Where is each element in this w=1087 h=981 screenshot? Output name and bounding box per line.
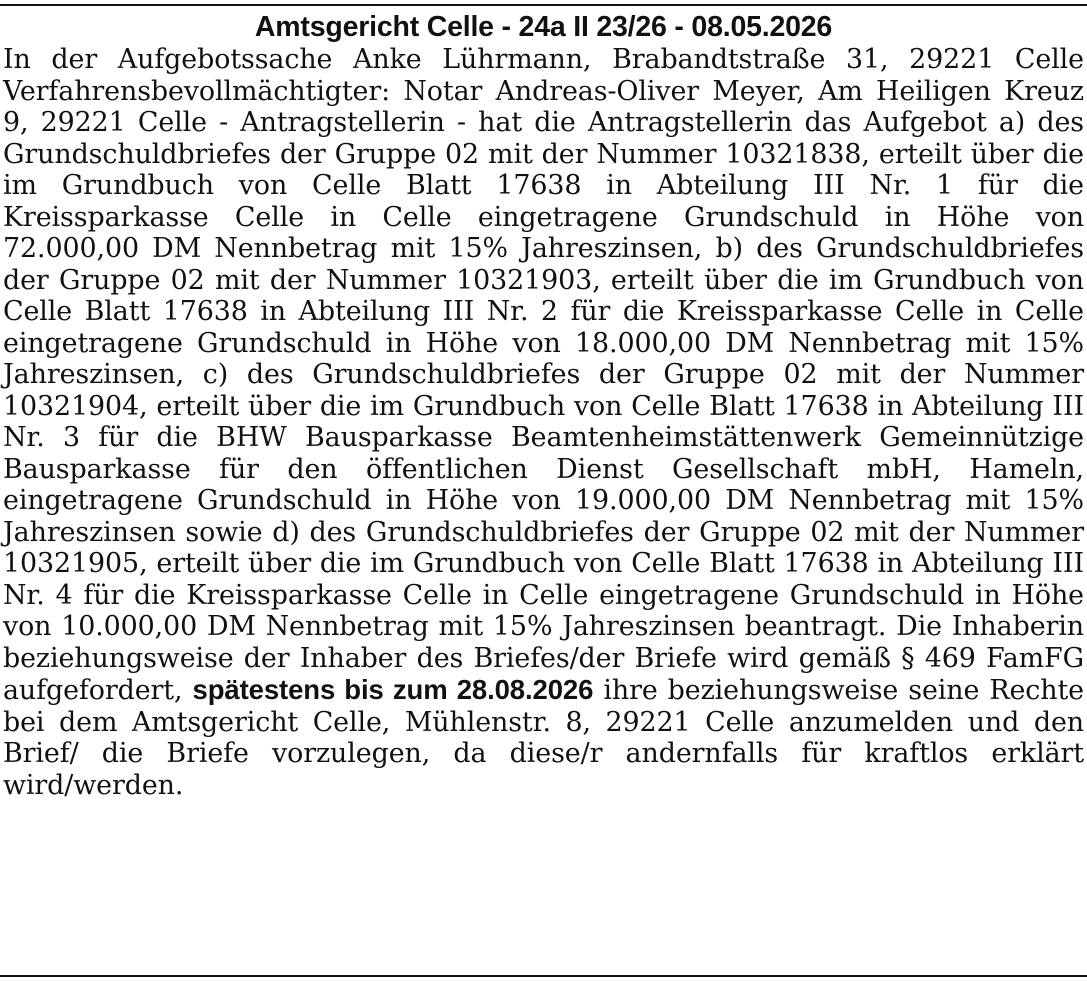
notice-deadline: spätestens bis zum 28.08.2026 xyxy=(192,674,594,705)
notice-body-text-2: ihre beziehungsweise seine Rechte bei dem Amtsgericht Celle, Mühlenstr. 8, 29221 Celle anzumelden und den Brief/ die Briefe vorzulegen, da diese/r andernfalls für kraftlos erklärt wird/werden. xyxy=(3,675,1084,801)
notice-title: Amtsgericht Celle - 24a II 23/26 - 08.05.2026 xyxy=(254,11,833,43)
bottom-rule xyxy=(0,975,1087,977)
notice-body xyxy=(3,44,1084,801)
notice-body-text-1: In der Aufgebotssache Anke Lührmann, Brabandtstraße 31, 29221 Celle Verfahrensbevollmächtigter: Notar Andreas-Oliver Meyer, Am Heiligen Kreuz 9, 29221 Celle - Antragstellerin - hat die Antragstellerin das Aufgebot a) des Grundschuldbriefes der Gruppe 02 mit der Nummer 10321838, erteilt über die im Grundbuch von Celle Blatt 17638 in Abteilung III Nr. 1 für die Kreissparkasse Celle in Celle eingetragene Grundschuld in Höhe von 72.000,00 DM Nennbetrag mit 15% Jahreszinsen, b) des Grundschuldbriefes der Gruppe 02 mit der Nummer 10321903, erteilt über die im Grundbuch von Celle Blatt 17638 in Abteilung III Nr. 2 für die Kreissparkasse Celle in Celle eingetragene Grundschuld in Höhe von 18.000,00 DM Nennbetrag mit 15% Jahreszinsen, c) des Grundschuldbriefes der Gruppe 02 mit der Nummer 10321904, erteilt über die im Grundbuch von Celle Blatt 17638 in Abteilung III Nr. 3 für die BHW Bausparkasse Beamtenheimstättenwerk Gemeinnützige Bausparkasse für den öffentlichen Dienst Gesellschaft mbH, Hameln, eingetragene Grundschuld in Höhe von 19.000,00 DM Nennbetrag mit 15% Jahreszinsen sowie d) des Grundschuldbriefes der Gruppe 02 mit der Nummer 10321905, erteilt über die im Grundbuch von Celle Blatt 17638 in Abteilung III Nr. 4 für die Kreissparkasse Celle in Celle eingetragene Grundschuld in Höhe von 10.000,00 DM Nennbetrag mit 15% Jahreszinsen beantragt. Die Inhaberin beziehungsweise der Inhaber des Briefes/der Briefe wird gemäß § 469 FamFG aufgefordert, xyxy=(3,44,1084,706)
court-notice xyxy=(3,10,1084,801)
top-rule xyxy=(0,4,1087,6)
